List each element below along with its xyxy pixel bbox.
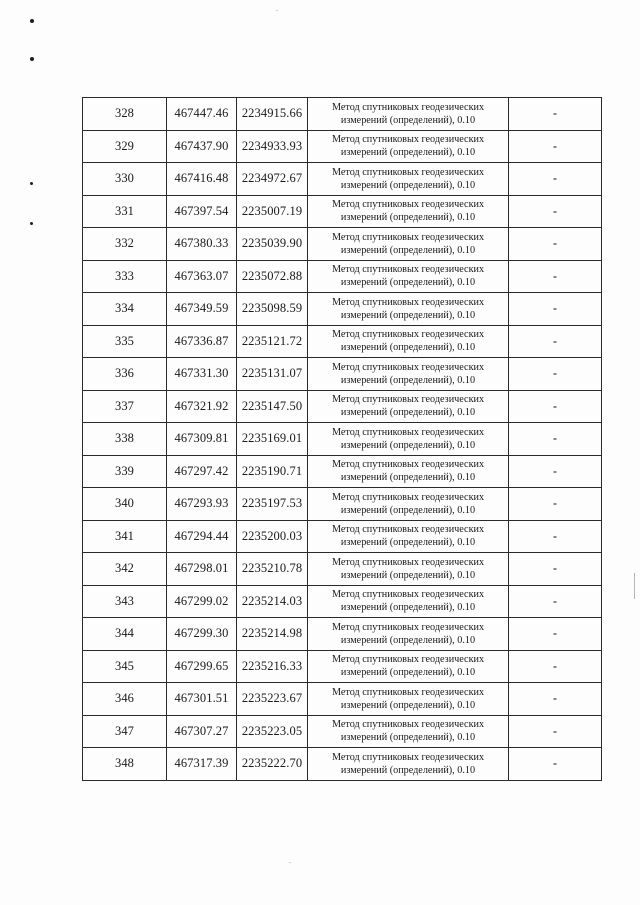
point-number-cell: 338 <box>83 423 167 456</box>
description-cell: - <box>509 488 602 521</box>
x-coordinate-cell: 467363.07 <box>167 260 237 293</box>
x-coordinate-cell: 467298.01 <box>167 553 237 586</box>
y-coordinate-cell: 2235222.70 <box>237 748 308 781</box>
x-coordinate-cell: 467349.59 <box>167 293 237 326</box>
method-line-1: Метод спутниковых геодезических <box>331 134 485 146</box>
table-row <box>83 585 602 618</box>
method-line-1: Метод спутниковых геодезических <box>331 524 485 536</box>
x-coordinate-cell: 467307.27 <box>167 715 237 748</box>
binder-hole-mark <box>30 222 33 225</box>
method-accuracy-cell <box>308 650 509 683</box>
description-cell: - <box>509 293 602 326</box>
method-line-1: Метод спутниковых геодезических <box>331 264 485 276</box>
method-accuracy-cell <box>308 325 509 358</box>
y-coordinate-cell: 2235197.53 <box>237 488 308 521</box>
y-coordinate-cell: 2235039.90 <box>237 228 308 261</box>
y-coordinate-cell: 2235223.05 <box>237 715 308 748</box>
table-row <box>83 455 602 488</box>
binder-hole-mark <box>30 182 33 185</box>
y-coordinate-cell: 2235169.01 <box>237 423 308 456</box>
description-cell: - <box>509 683 602 716</box>
method-accuracy-cell <box>308 228 509 261</box>
x-coordinate-cell: 467301.51 <box>167 683 237 716</box>
description-cell: - <box>509 553 602 586</box>
method-line-1: Метод спутниковых геодезических <box>331 556 485 568</box>
method-accuracy-cell <box>308 98 509 131</box>
point-number-cell: 345 <box>83 650 167 683</box>
x-coordinate-cell: 467293.93 <box>167 488 237 521</box>
point-number-cell: 330 <box>83 163 167 196</box>
method-line-1: Метод спутниковых геодезических <box>331 231 485 243</box>
description-cell: - <box>509 748 602 781</box>
description-cell: - <box>509 98 602 131</box>
y-coordinate-cell: 2235131.07 <box>237 358 308 391</box>
point-number-cell: 329 <box>83 130 167 163</box>
method-accuracy-cell <box>308 130 509 163</box>
point-number-cell: 346 <box>83 683 167 716</box>
method-accuracy-cell <box>308 390 509 423</box>
table-row <box>83 650 602 683</box>
x-coordinate-cell: 467299.65 <box>167 650 237 683</box>
method-accuracy-cell <box>308 715 509 748</box>
method-accuracy-cell <box>308 358 509 391</box>
method-line-2: измерений (определений), 0.10 <box>340 667 476 679</box>
description-cell: - <box>509 163 602 196</box>
method-accuracy-cell <box>308 553 509 586</box>
method-accuracy-cell <box>308 195 509 228</box>
method-line-2: измерений (определений), 0.10 <box>340 472 476 484</box>
method-line-2: измерений (определений), 0.10 <box>340 732 476 744</box>
x-coordinate-cell: 467336.87 <box>167 325 237 358</box>
point-number-cell: 336 <box>83 358 167 391</box>
point-number-cell: 334 <box>83 293 167 326</box>
y-coordinate-cell: 2234972.67 <box>237 163 308 196</box>
point-number-cell: 337 <box>83 390 167 423</box>
method-line-2: измерений (определений), 0.10 <box>340 699 476 711</box>
table-row <box>83 618 602 651</box>
point-number-cell: 340 <box>83 488 167 521</box>
method-line-2: измерений (определений), 0.10 <box>340 439 476 451</box>
y-coordinate-cell: 2235210.78 <box>237 553 308 586</box>
table-row <box>83 260 602 293</box>
x-coordinate-cell: 467299.30 <box>167 618 237 651</box>
x-coordinate-cell: 467299.02 <box>167 585 237 618</box>
method-line-2: измерений (определений), 0.10 <box>340 179 476 191</box>
method-line-2: измерений (определений), 0.10 <box>340 244 476 256</box>
method-accuracy-cell <box>308 455 509 488</box>
x-coordinate-cell: 467294.44 <box>167 520 237 553</box>
binder-hole-mark <box>30 19 34 23</box>
point-number-cell: 339 <box>83 455 167 488</box>
y-coordinate-cell: 2235098.59 <box>237 293 308 326</box>
method-line-1: Метод спутниковых геодезических <box>331 199 485 211</box>
method-accuracy-cell <box>308 520 509 553</box>
method-line-1: Метод спутниковых геодезических <box>331 459 485 471</box>
description-cell: - <box>509 195 602 228</box>
scan-speck <box>276 10 278 11</box>
scan-edge-mark <box>634 573 635 599</box>
method-line-2: измерений (определений), 0.10 <box>340 342 476 354</box>
table-row <box>83 130 602 163</box>
x-coordinate-cell: 467437.90 <box>167 130 237 163</box>
method-accuracy-cell <box>308 683 509 716</box>
description-cell: - <box>509 228 602 261</box>
y-coordinate-cell: 2235190.71 <box>237 455 308 488</box>
table-row <box>83 293 602 326</box>
table-row <box>83 195 602 228</box>
point-number-cell: 343 <box>83 585 167 618</box>
point-number-cell: 342 <box>83 553 167 586</box>
table-row <box>83 325 602 358</box>
method-line-1: Метод спутниковых геодезических <box>331 361 485 373</box>
description-cell: - <box>509 585 602 618</box>
y-coordinate-cell: 2234915.66 <box>237 98 308 131</box>
x-coordinate-cell: 467309.81 <box>167 423 237 456</box>
description-cell: - <box>509 423 602 456</box>
method-line-2: измерений (определений), 0.10 <box>340 212 476 224</box>
y-coordinate-cell: 2235121.72 <box>237 325 308 358</box>
method-line-1: Метод спутниковых геодезических <box>331 101 485 113</box>
method-line-2: измерений (определений), 0.10 <box>340 764 476 776</box>
description-cell: - <box>509 520 602 553</box>
method-line-1: Метод спутниковых геодезических <box>331 394 485 406</box>
table-row <box>83 488 602 521</box>
description-cell: - <box>509 260 602 293</box>
table-row <box>83 163 602 196</box>
method-line-2: измерений (определений), 0.10 <box>340 569 476 581</box>
table-row <box>83 228 602 261</box>
x-coordinate-cell: 467397.54 <box>167 195 237 228</box>
point-number-cell: 335 <box>83 325 167 358</box>
table-row <box>83 715 602 748</box>
method-line-1: Метод спутниковых геодезических <box>331 621 485 633</box>
description-cell: - <box>509 325 602 358</box>
method-accuracy-cell <box>308 293 509 326</box>
point-number-cell: 347 <box>83 715 167 748</box>
table-row <box>83 683 602 716</box>
point-number-cell: 348 <box>83 748 167 781</box>
method-line-2: измерений (определений), 0.10 <box>340 537 476 549</box>
y-coordinate-cell: 2235072.88 <box>237 260 308 293</box>
description-cell: - <box>509 715 602 748</box>
description-cell: - <box>509 390 602 423</box>
x-coordinate-cell: 467447.46 <box>167 98 237 131</box>
point-number-cell: 328 <box>83 98 167 131</box>
coordinates-table <box>82 97 602 781</box>
x-coordinate-cell: 467321.92 <box>167 390 237 423</box>
x-coordinate-cell: 467297.42 <box>167 455 237 488</box>
y-coordinate-cell: 2235214.98 <box>237 618 308 651</box>
method-accuracy-cell <box>308 618 509 651</box>
table-row <box>83 98 602 131</box>
x-coordinate-cell: 467416.48 <box>167 163 237 196</box>
y-coordinate-cell: 2235214.03 <box>237 585 308 618</box>
method-line-1: Метод спутниковых геодезических <box>331 686 485 698</box>
table-row <box>83 358 602 391</box>
method-accuracy-cell <box>308 748 509 781</box>
point-number-cell: 333 <box>83 260 167 293</box>
table-row <box>83 520 602 553</box>
method-line-2: измерений (определений), 0.10 <box>340 407 476 419</box>
method-accuracy-cell <box>308 585 509 618</box>
method-line-2: измерений (определений), 0.10 <box>340 602 476 614</box>
method-line-1: Метод спутниковых геодезических <box>331 329 485 341</box>
table-row <box>83 390 602 423</box>
x-coordinate-cell: 467317.39 <box>167 748 237 781</box>
description-cell: - <box>509 455 602 488</box>
method-line-1: Метод спутниковых геодезических <box>331 719 485 731</box>
y-coordinate-cell: 2235007.19 <box>237 195 308 228</box>
method-accuracy-cell <box>308 260 509 293</box>
method-accuracy-cell <box>308 163 509 196</box>
description-cell: - <box>509 618 602 651</box>
method-accuracy-cell <box>308 423 509 456</box>
point-number-cell: 344 <box>83 618 167 651</box>
method-line-2: измерений (определений), 0.10 <box>340 309 476 321</box>
method-accuracy-cell <box>308 488 509 521</box>
method-line-1: Метод спутниковых геодезических <box>331 491 485 503</box>
method-line-2: измерений (определений), 0.10 <box>340 147 476 159</box>
y-coordinate-cell: 2235200.03 <box>237 520 308 553</box>
binder-hole-mark <box>30 57 34 61</box>
table-row <box>83 748 602 781</box>
scan-speck <box>289 862 291 863</box>
method-line-1: Метод спутниковых геодезических <box>331 589 485 601</box>
y-coordinate-cell: 2235147.50 <box>237 390 308 423</box>
table-row <box>83 553 602 586</box>
y-coordinate-cell: 2235216.33 <box>237 650 308 683</box>
method-line-2: измерений (определений), 0.10 <box>340 277 476 289</box>
method-line-1: Метод спутниковых геодезических <box>331 751 485 763</box>
y-coordinate-cell: 2235223.67 <box>237 683 308 716</box>
point-number-cell: 331 <box>83 195 167 228</box>
method-line-2: измерений (определений), 0.10 <box>340 504 476 516</box>
method-line-2: измерений (определений), 0.10 <box>340 114 476 126</box>
point-number-cell: 332 <box>83 228 167 261</box>
description-cell: - <box>509 358 602 391</box>
method-line-2: измерений (определений), 0.10 <box>340 634 476 646</box>
coordinates-table-body <box>83 98 602 781</box>
method-line-2: измерений (определений), 0.10 <box>340 374 476 386</box>
y-coordinate-cell: 2234933.93 <box>237 130 308 163</box>
point-number-cell: 341 <box>83 520 167 553</box>
method-line-1: Метод спутниковых геодезических <box>331 296 485 308</box>
method-line-1: Метод спутниковых геодезических <box>331 426 485 438</box>
x-coordinate-cell: 467331.30 <box>167 358 237 391</box>
description-cell: - <box>509 650 602 683</box>
method-line-1: Метод спутниковых геодезических <box>331 166 485 178</box>
table-row <box>83 423 602 456</box>
description-cell: - <box>509 130 602 163</box>
x-coordinate-cell: 467380.33 <box>167 228 237 261</box>
method-line-1: Метод спутниковых геодезических <box>331 654 485 666</box>
